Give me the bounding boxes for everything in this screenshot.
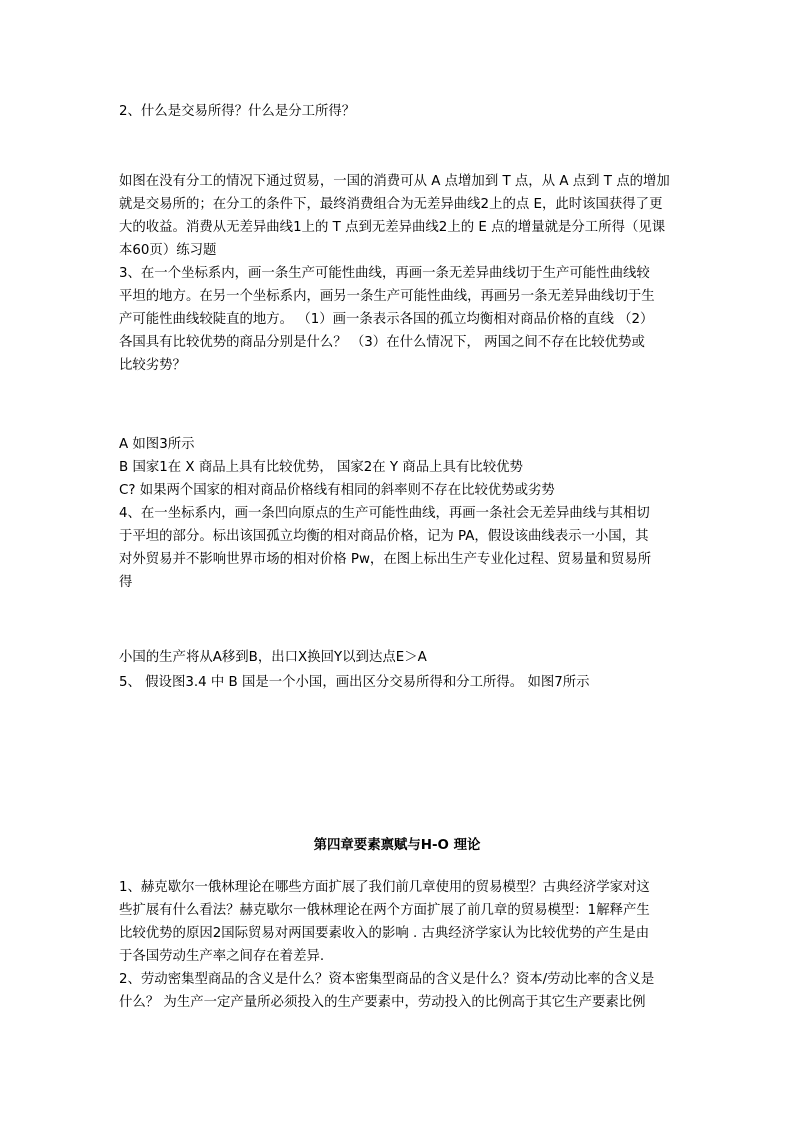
question-3-line-1: 3、在一个坐标系内，画一条生产可能性曲线，再画一条无差异曲线切于生产可能性曲线较 <box>119 266 650 281</box>
chapter-4-title: 第四章要素禀赋与H-O 理论 <box>313 838 481 853</box>
question-5: 5、 假设图3.4 中 B 国是一个小国，画出区分交易所得和分工所得。 如图7所示 <box>119 675 590 690</box>
question-3-line-4: 各国具有比较优势的商品分别是什么？ （3）在什么情况下， 两国之间不存在比较优势或 <box>119 335 645 350</box>
chapter-4-line-5: 2、劳动密集型商品的含义是什么？资本密集型商品的含义是什么？资本/劳动比率的含义是 <box>119 972 655 987</box>
chapter-4-line-1: 1、赫克歇尔一俄林理论在哪些方面扩展了我们前几章使用的贸易模型？古典经济学家对这 <box>119 880 650 895</box>
chapter-4-line-6: 什么？ 为生产一定产量所必须投入的生产要素中，劳动投入的比例高于其它生产要素比例 <box>119 995 646 1010</box>
chapter-4-line-4: 于各国劳动生产率之间存在着差异. <box>119 949 325 964</box>
answer-3-a: A 如图3所示 <box>119 437 195 452</box>
answer-4: 小国的生产将从A移到B，出口X换回Y以到达点E＞A <box>119 650 427 665</box>
question-4-line-3: 对外贸易并不影响世界市场的相对价格 Pw，在图上标出生产专业化过程、贸易量和贸易所 <box>119 552 652 567</box>
answer-2-line-4: 本60页）练习题 <box>119 243 217 258</box>
question-4-line-2: 于平坦的部分。标出该国孤立均衡的相对商品价格，记为 PA，假设该曲线表示一小国，其 <box>119 529 649 544</box>
question-3-line-2: 平坦的地方。在另一个坐标系内，画另一条生产可能性曲线，再画另一条无差异曲线切于生 <box>119 289 655 304</box>
chapter-4-line-2: 些扩展有什么看法？赫克歇尔一俄林理论在两个方面扩展了前几章的贸易模型：1解释产生 <box>119 903 650 918</box>
question-4-line-1: 4、在一坐标系内，画一条凹向原点的生产可能性曲线，再画一条社会无差异曲线与其相切 <box>119 506 650 521</box>
answer-2-line-1: 如图在没有分工的情况下通过贸易，一国的消费可从 A 点增加到 T 点，从 A 点到 T 点的增加 <box>119 174 670 189</box>
question-2-title: 2、什么是交易所得？什么是分工所得？ <box>119 104 356 119</box>
question-3-line-3: 产可能性曲线较陡直的地方。 （1）画一条表示各国的孤立均衡相对商品价格的直线 （2） <box>119 312 654 327</box>
chapter-4-line-3: 比较优势的原因2国际贸易对两国要素收入的影响 . 古典经济学家认为比较优势的产生是由 <box>119 926 650 941</box>
answer-3-b: B 国家1在 X 商品上具有比较优势， 国家2在 Y 商品上具有比较优势 <box>119 460 523 475</box>
answer-2-line-2: 就是交易所的；在分工的条件下，最终消费组合为无差异曲线2上的点 E，此时该国获得了更 <box>119 197 663 212</box>
answer-2-line-3: 大的收益。消费从无差异曲线1上的 T 点到无差异曲线2上的 E 点的增量就是分工所得（见课 <box>119 220 666 235</box>
question-4-line-4: 得 <box>119 575 133 590</box>
question-3-line-5: 比较劣势？ <box>119 358 186 373</box>
answer-3-c: C? 如果两个国家的相对商品价格线有相同的斜率则不存在比较优势或劣势 <box>119 483 555 498</box>
